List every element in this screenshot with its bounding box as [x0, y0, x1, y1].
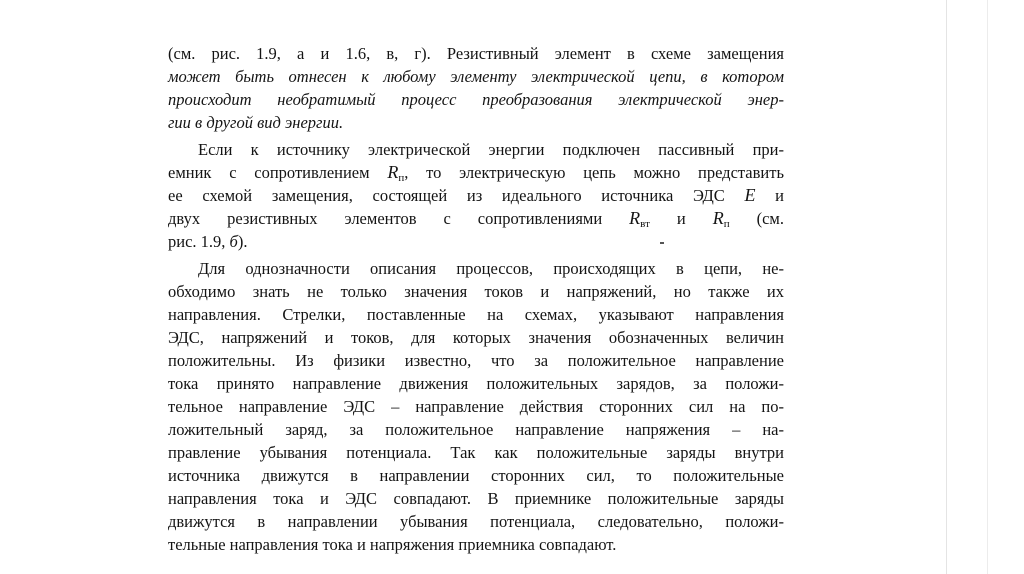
symbol-e: E: [744, 185, 756, 205]
line-text: и: [755, 186, 784, 205]
line-text: Если к источнику электрической энергии подключен пассивный при-: [198, 140, 784, 159]
text-line: [168, 349, 784, 372]
text-line: [168, 372, 784, 395]
line-text: гии в другой вид энергии.: [168, 113, 344, 132]
line-text: ЭДС, напряжений и токов, для которых значения обозначенных величин: [168, 328, 784, 347]
subscript: вт: [640, 218, 650, 230]
line-text: ее схемой замещения, состоящей из идеального источника ЭДС: [168, 186, 745, 205]
paragraph-first-line: [198, 257, 784, 280]
text-line: [168, 111, 784, 134]
text-line: [168, 326, 784, 349]
scan-speck: [660, 242, 664, 244]
line-text: двух резистивных элементов с сопротивлениями: [168, 209, 630, 228]
text-line: [168, 65, 784, 88]
paragraph-first-line: [198, 138, 784, 161]
line-text: обходимо знать не только значения токов и напряжений, но также их: [168, 282, 784, 301]
line-text: ).: [237, 232, 248, 251]
symbol-r: R: [712, 208, 724, 228]
subscript: п: [723, 218, 730, 230]
line-text: емник с сопротивлением: [168, 163, 388, 182]
text-line: [168, 230, 784, 253]
slide-frame-line: [987, 0, 988, 574]
line-text: (см.: [729, 209, 784, 228]
text-line: [168, 441, 784, 464]
text-line: [168, 207, 784, 230]
line-text: тока принято направление движения положительных зарядов, за положи-: [168, 374, 784, 393]
line-text: Для однозначности описания процессов, происходящих в цепи, не-: [198, 259, 784, 278]
line-text: направления. Стрелки, поставленные на схемах, указывают направления: [168, 305, 784, 324]
line-text: движутся в направлении убывания потенциала, следовательно, положи-: [168, 512, 784, 531]
text-line: [168, 487, 784, 510]
text-line: [168, 303, 784, 326]
text-line: [168, 280, 784, 303]
text-line: [168, 464, 784, 487]
slide-frame-line: [946, 0, 947, 574]
line-text: происходит необратимый процесс преобразования электрической энер-: [168, 90, 784, 109]
line-text: правление убывания потенциала. Так как положительные заряды внутри: [168, 443, 784, 462]
line-text: тельные направления тока и напряжения приемника совпадают.: [168, 535, 617, 554]
line-text: ложительный заряд, за положительное направление напряжения – на-: [168, 420, 784, 439]
line-text: источника движутся в направлении сторонних сил, то положительные: [168, 466, 784, 485]
text-line: [168, 418, 784, 441]
line-text: , то электрическую цепь можно представить: [404, 163, 784, 182]
figure-letter: б: [229, 232, 238, 251]
line-text: положительны. Из физики известно, что за положительное направление: [168, 351, 784, 370]
text-line: [168, 184, 784, 207]
line-text: направления тока и ЭДС совпадают. В приемнике положительные заряды: [168, 489, 784, 508]
symbol-r: R: [387, 162, 399, 182]
line-text: рис. 1.9,: [168, 232, 230, 251]
symbol-r: R: [629, 208, 641, 228]
text-line: [168, 88, 784, 111]
line-text: и: [649, 209, 713, 228]
line-text: (см. рис. 1.9, а и 1.6, в, г). Резистивный элемент в схеме замещения: [168, 44, 784, 63]
text-line: [168, 510, 784, 533]
text-line: [168, 533, 784, 556]
subscript: п: [398, 172, 405, 184]
line-text: может быть отнесен к любому элементу электрической цепи, в котором: [168, 67, 784, 86]
line-text: тельное направление ЭДС – направление действия сторонних сил на по-: [168, 397, 784, 416]
text-line: [168, 395, 784, 418]
text-line: [168, 42, 784, 65]
text-line: [168, 161, 784, 184]
